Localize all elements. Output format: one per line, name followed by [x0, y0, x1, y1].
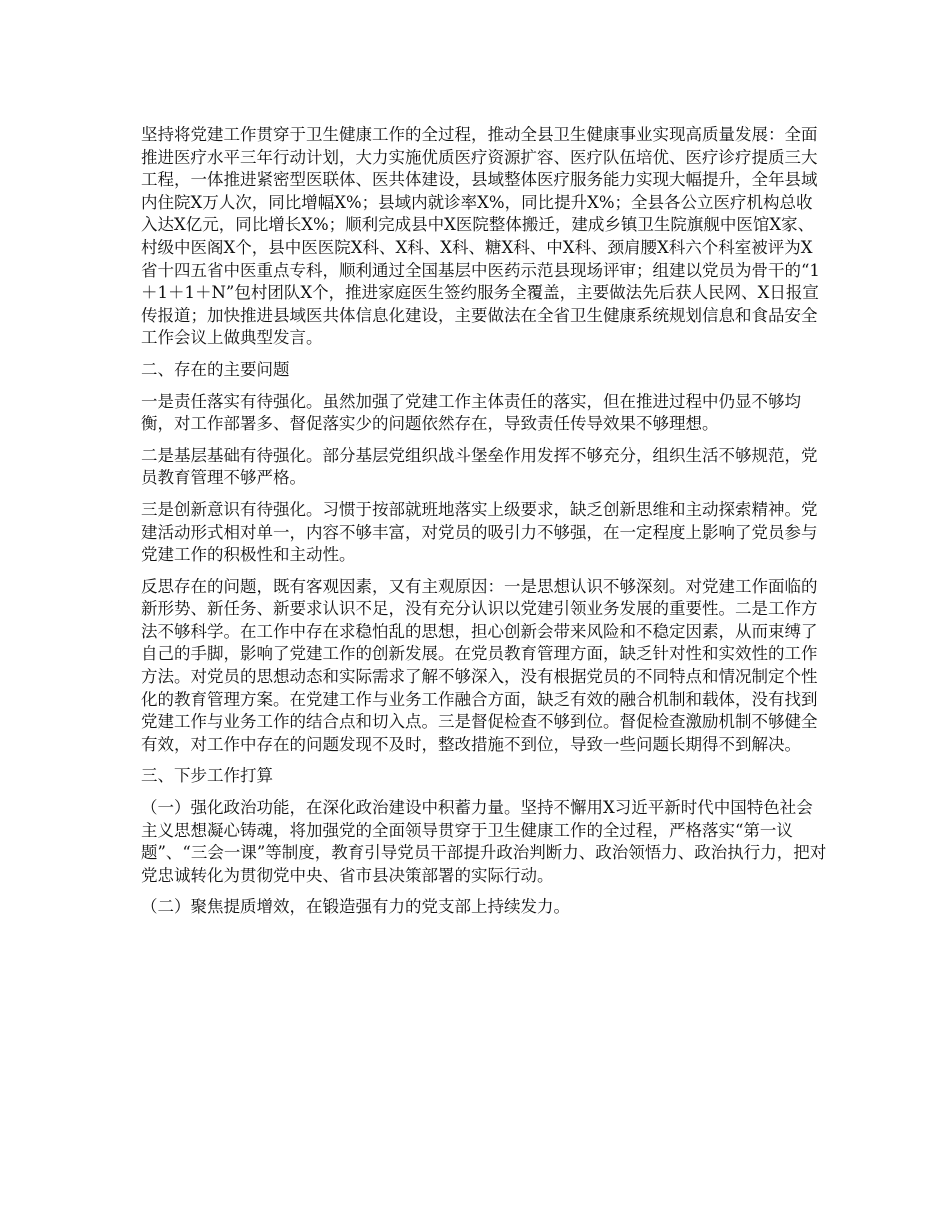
document-body	[141, 124, 827, 928]
paragraph-reflection: 反思存在的问题，既有客观因素，又有主观原因：一是思想认识不够深刻。对党建工作面临的新形势、新任务、新要求认识不足，没有充分认识以党建引领业务发展的重要性。二是工作方法不够科学。在工作中存在求稳怕乱的思想，担心创新会带来风险和不稳定因素，从而束缚了自己的手脚，影响了党建工作的创新发展。在党员教育管理方面，缺乏针对性和实效性的工作方法。对党员的思想动态和实际需求了解不够深入，没有根据党员的不同特点和情况制定个性化的教育管理方案。在党建工作与业务工作融合方面，缺乏有效的融合机制和载体，没有找到党建工作与业务工作的结合点和切入点。三是督促检查不够到位。督促检查激励机制不够健全有效，对工作中存在的问题发现不及时，整改措施不到位，导致一些问题长期得不到解决。	[141, 576, 818, 754]
paragraph-plan-branch: （二）聚焦提质增效，在锻造强有力的党支部上持续发力。	[141, 897, 570, 917]
paragraph-problem-grassroots: 二是基层基础有待强化。部分基层党组织战斗堡垒作用发挥不够充分，组织生活不够规范，党员教育管理不够严格。	[141, 445, 818, 488]
paragraph-plan-political: （一）强化政治功能，在深化政治建设中积蓄力量。坚持不懈用X习近平新时代中国特色社会主义思想凝心铸魂，将加强党的全面领导贯穿于卫生健康工作的全过程，严格落实“第一议题”、“三会一课”等制度，教育引导党员干部提升政治判断力、政治领悟力、政治执行力，把对党忠诚转化为贯彻党中央、省市县决策部署的实际行动。	[141, 798, 827, 885]
section-heading-problems: 二、存在的主要问题	[141, 359, 290, 379]
section-heading-next-steps: 三、下步工作打算	[141, 766, 273, 786]
paragraph-achievements: 坚持将党建工作贯穿于卫生健康工作的全过程，推动全县卫生健康事业实现高质量发展：全面推进医疗水平三年行动计划，大力实施优质医疗资源扩容、医疗队伍培优、医疗诊疗提质三大工程，一体推进紧密型医联体、医共体建设，县域整体医疗服务能力实现大幅提升，全年县域内住院X万人次，同比增幅X%；县域内就诊率X%，同比提升X%；全县各公立医疗机构总收入达X亿元，同比增长X%；顺利完成县中X医院整体搬迁，建成乡镇卫生院旗舰中医馆X家、村级中医阁X个，县中医医院X科、X科、X科、糖X科、中X科、颈肩腰X科六个科室被评为X省十四五省中医重点专科，顺利通过全国基层中医药示范县现场评审；组建以党员为骨干的“1＋1＋1＋N”包村团队X个，推进家庭医生签约服务全覆盖，主要做法先后获人民网、X日报宣传报道；加快推进县域医共体信息化建设，主要做法在全省卫生健康系统规划信息和食品安全工作会议上做典型发言。	[141, 125, 820, 348]
paragraph-problem-responsibility: 一是责任落实有待强化。虽然加强了党建工作主体责任的落实，但在推进过程中仍显不够均衡，对工作部署多、督促落实少的问题依然存在，导致责任传导效果不够理想。	[141, 391, 801, 434]
paragraph-problem-innovation: 三是创新意识有待强化。习惯于按部就班地落实上级要求，缺乏创新思维和主动探索精神。党建活动形式相对单一，内容不够丰富，对党员的吸引力不够强，在一定程度上影响了党员参与党建工作的积极性和主动性。	[141, 499, 818, 565]
